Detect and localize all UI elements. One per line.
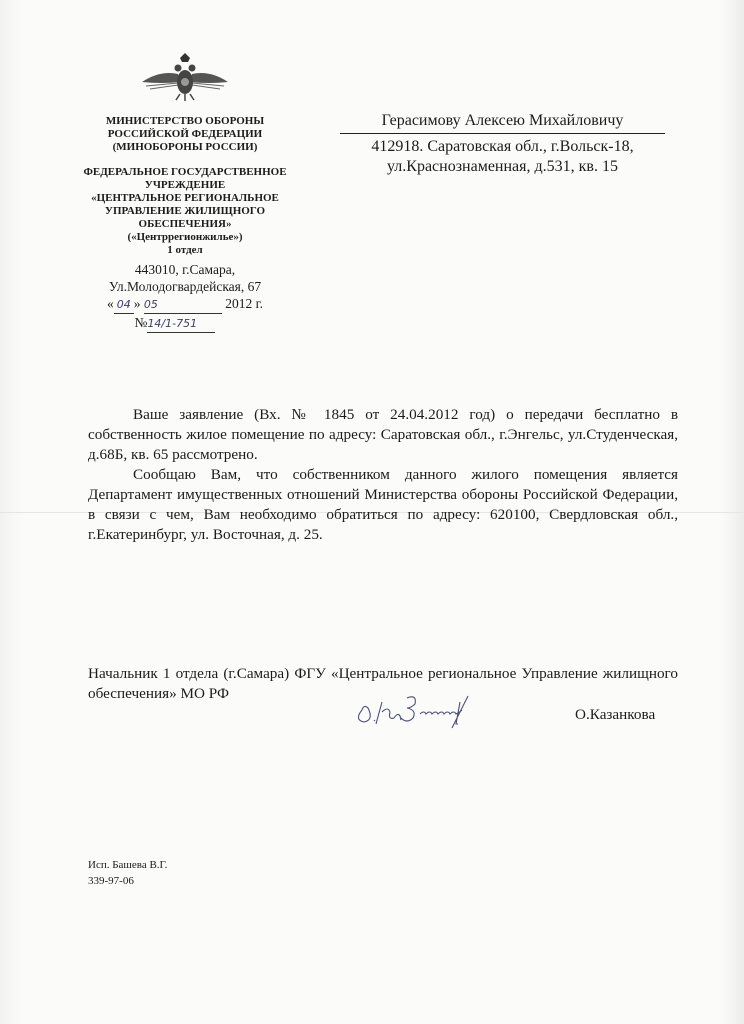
institution-line: УЧРЕЖДЕНИЕ — [144, 179, 226, 191]
outgoing-number: №14/1-751 — [40, 314, 310, 333]
recipient-address-line: ул.Краснознаменная, д.531, кв. 15 — [387, 158, 618, 175]
ministry-line: РОССИЙСКОЙ ФЕДЕРАЦИИ — [107, 128, 263, 140]
double-headed-eagle-emblem-icon — [140, 52, 230, 102]
date-year: 2012 г. — [225, 296, 263, 311]
address-line: 443010, г.Самара, — [134, 262, 236, 277]
recipient-address-line: 412918. Саратовская обл., г.Вольск-18, — [371, 138, 634, 155]
signatory-name: О.Казанкова — [575, 706, 656, 723]
date-month: 05 — [144, 296, 222, 314]
recipient-name: Герасимову Алексею Михайловичу — [381, 112, 624, 129]
institution-line: «ЦЕНТРАЛЬНОЕ РЕГИОНАЛЬНОЕ — [91, 192, 279, 204]
number-value: 14/1-751 — [147, 315, 215, 333]
outgoing-date: « 04 » 05 2012 г. — [60, 295, 310, 314]
institution-line: УПРАВЛЕНИЕ ЖИЛИЩНОГО — [104, 205, 266, 217]
executor-info — [88, 857, 167, 889]
institution-name — [60, 166, 310, 257]
institution-line: ФЕДЕРАЛЬНОЕ ГОСУДАРСТВЕННОЕ — [83, 166, 287, 178]
institution-line: («Центррегионжилье») — [127, 231, 243, 243]
paragraph: Ваше заявление (Вх. № 1845 от 24.04.2012 год) о передачи бесплатно в собственность жилое помещение по адресу: Саратовская обл., г.Энгельс, ул.Студенческая, д.68Б, кв. 65 рассмотрено. — [88, 406, 678, 463]
executor-name: Исп. Башева В.Г. — [88, 859, 168, 871]
letter-body — [88, 405, 678, 545]
date-day: 04 — [114, 296, 134, 314]
address-line: Ул.Молодогвардейская, 67 — [108, 279, 262, 294]
handwritten-signature — [352, 690, 512, 735]
department-line: 1 отдел — [167, 244, 203, 256]
executor-phone: 339-97-06 — [88, 875, 134, 887]
ministry-line: (МИНОБОРОНЫ РОССИИ) — [112, 141, 258, 153]
ministry-name — [60, 115, 310, 154]
paragraph: Сообщаю Вам, что собственником данного жилого помещения является Департамент имущественных отношений Министерства обороны Российской Федерации, в связи с чем, Вам необходимо обратиться по адресу: 620100, Свердловская обл., г.Екатеринбург, ул. Восточная, д. 25. — [88, 466, 678, 543]
institution-line: ОБЕСПЕЧЕНИЯ» — [138, 218, 232, 230]
signatory-position: Начальник 1 отдела (г.Самара) ФГУ «Центральное региональное Управление жилищного обеспечения» МО РФ — [88, 665, 678, 702]
ministry-line: МИНИСТЕРСТВО ОБОРОНЫ — [105, 115, 265, 127]
recipient-block — [340, 111, 665, 177]
divider — [340, 133, 665, 134]
sender-address — [60, 261, 310, 333]
